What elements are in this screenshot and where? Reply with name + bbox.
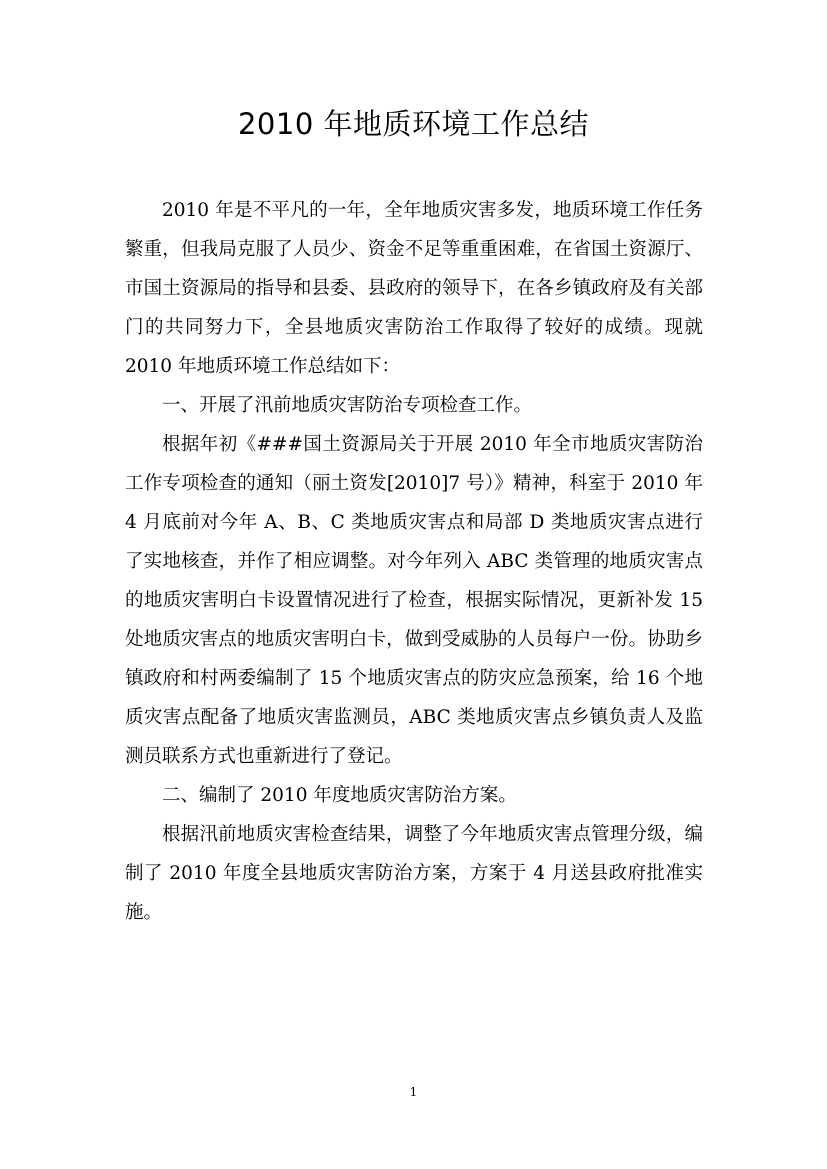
paragraph-section-1: 根据年初《###国土资源局关于开展 2010 年全市地质灾害防治工作专项检查的通知（丽土资发[2010]7 号）》精神，科室于 2010 年 4 月底前对今年 A、B、C 类地质灾害点和局部 D 类地质灾害点进行了实地核查，并作了相应调整。对今年列入 ABC 类管理的地质灾害点的地质灾害明白卡设置情况进行了检查，根据实际情况，更新补发 15 处地质灾害点的地质灾害明白卡，做到受威胁的人员每户一份。协助乡镇政府和村两委编制了 15 个地质灾害点的防灾应急预案，给 16 个地质灾害点配备了地质灾害监测员，ABC 类地质灾害点乡镇负责人及监测员联系方式也重新进行了登记。 — [125, 434, 703, 767]
section-heading-1: 一、开展了汛前地质灾害防治专项检查工作。 — [162, 395, 533, 416]
document-body — [125, 191, 703, 932]
page-number: 1 — [409, 1085, 418, 1099]
paragraph-intro: 2010 年是不平凡的一年，全年地质灾害多发，地质环境工作任务繁重，但我局克服了人员少、资金不足等重重困难，在省国土资源厅、市国土资源局的指导和县委、县政府的领导下，在各乡镇政府及有关部门的共同努力下，全县地质灾害防治工作取得了较好的成绩。现就 2010 年地质环境工作总结如下： — [125, 200, 703, 377]
section-heading-2: 二、编制了 2010 年度地质灾害防治方案。 — [162, 785, 517, 806]
document-title: 2010 年地质环境工作总结 — [237, 107, 590, 141]
paragraph-section-2: 根据汛前地质灾害检查结果，调整了今年地质灾害点管理分级，编制了 2010 年度全县地质灾害防治方案，方案于 4 月送县政府批准实施。 — [125, 824, 703, 923]
